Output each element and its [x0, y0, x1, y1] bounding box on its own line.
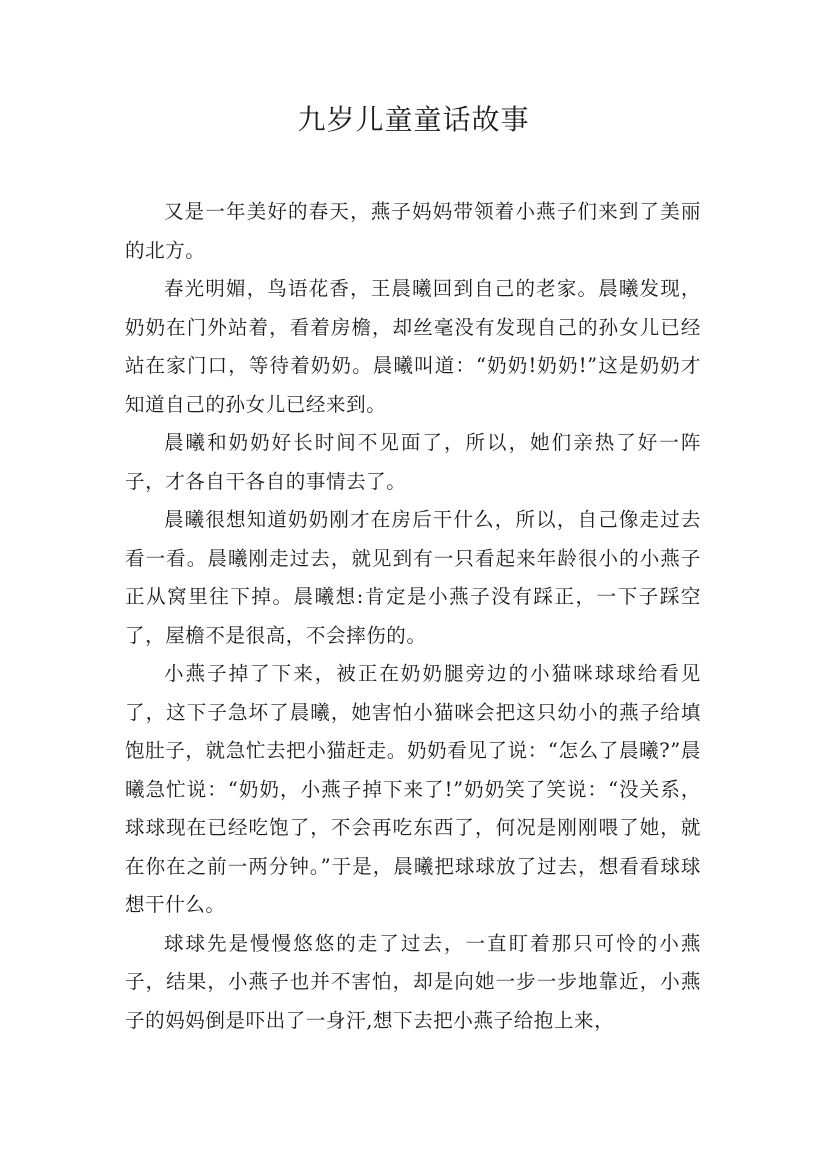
paragraph-5: 小燕子掉了下来，被正在奶奶腿旁边的小猫咪球球给看见了，这下子急坏了晨曦，她害怕小猫咪会把这只幼小的燕子给填饱肚子，就急忙去把小猫赶走。奶奶看见了说：“怎么了晨曦?”晨曦急忙说：“奶奶，小燕子掉下来了!”奶奶笑了笑说：“没关系，球球现在已经吃饱了，不会再吃东西了，何况是刚刚喂了她，就在你在之前一两分钟。”于是，晨曦把球球放了过去，想看看球球想干什么。	[125, 662, 701, 916]
document-body	[125, 193, 701, 1040]
paragraph-4: 晨曦很想知道奶奶刚才在房后干什么，所以，自己像走过去看一看。晨曦刚走过去，就见到有一只看起来年龄很小的小燕子正从窝里往下掉。晨曦想:肯定是小燕子没有踩正，一下子踩空了，屋檐不是很高，不会摔伤的。	[125, 508, 701, 647]
paragraph-2: 春光明媚，鸟语花香，王晨曦回到自己的老家。晨曦发现，奶奶在门外站着，看着房檐，却丝毫没有发现自己的孙女儿已经站在家门口，等待着奶奶。晨曦叫道：“奶奶!奶奶!”这是奶奶才知道自己的孙女儿已经来到。	[125, 277, 701, 416]
paragraph-3: 晨曦和奶奶好长时间不见面了，所以，她们亲热了好一阵子，才各自干各自的事情去了。	[125, 431, 701, 493]
paragraph-6: 球球先是慢慢悠悠的走了过去，一直盯着那只可怜的小燕子，结果，小燕子也并不害怕，却是向她一步一步地靠近，小燕子的妈妈倒是吓出了一身汗,想下去把小燕子给抱上来，	[125, 931, 701, 1032]
paragraph-1: 又是一年美好的春天，燕子妈妈带领着小燕子们来到了美丽的北方。	[125, 200, 701, 262]
document-title: 九岁儿童童话故事	[297, 103, 530, 136]
